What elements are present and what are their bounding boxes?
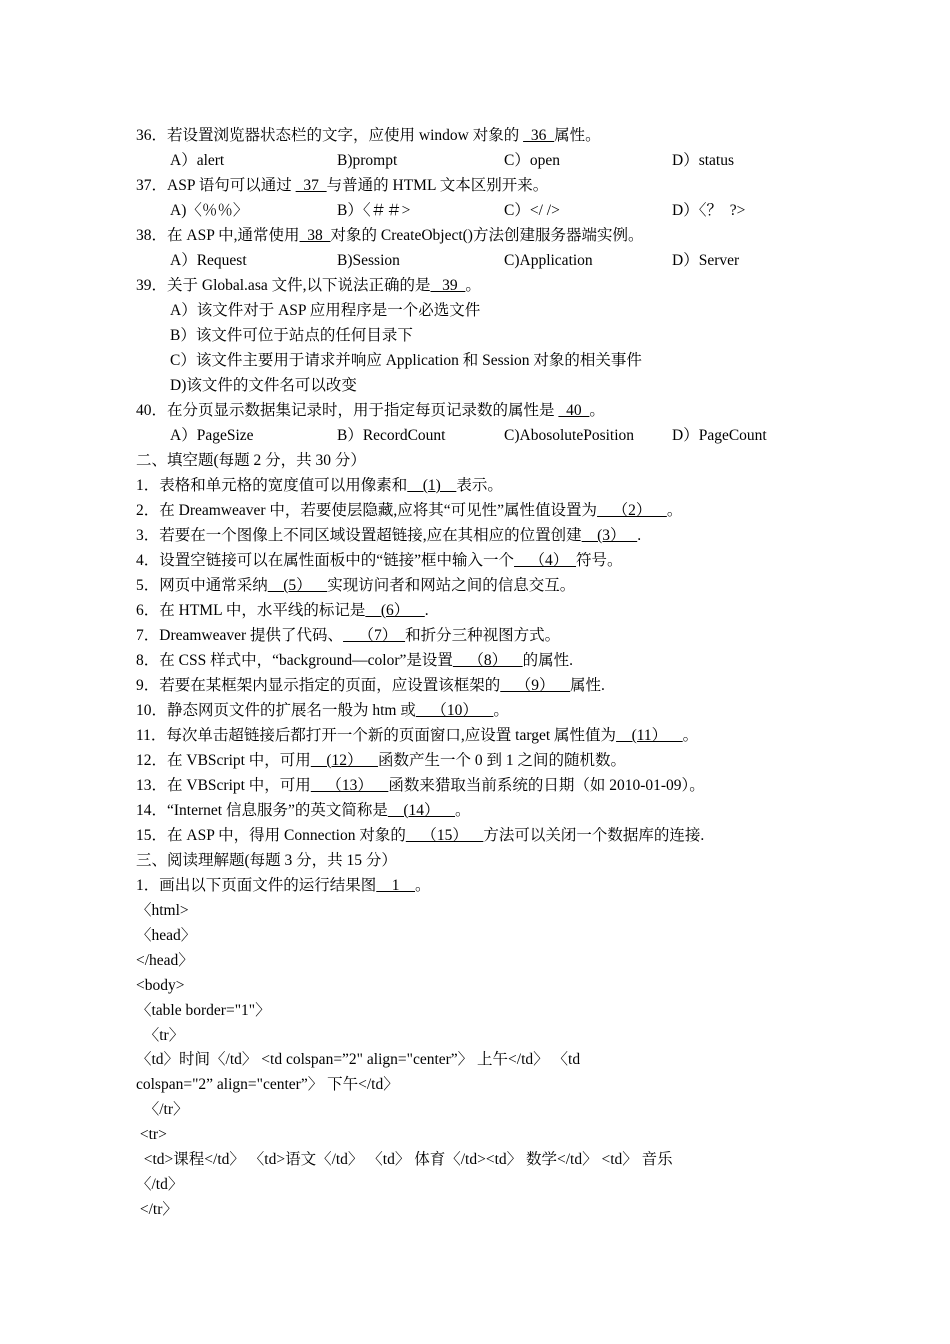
item-text-end: 的属性. <box>522 652 574 669</box>
fill-item-3 <box>136 526 641 546</box>
question-text-end: 。 <box>465 277 481 294</box>
item-text: 4．设置空链接可以在属性面板中的“链接”框中输入一个 <box>136 552 515 569</box>
answer-blank: （2） <box>597 502 667 519</box>
option-a: A）PageSize <box>170 427 254 444</box>
item-text: 2．在 Dreamweaver 中，若要使层隐藏,应将其“可见性”属性值设置为 <box>136 502 598 519</box>
fill-item-12 <box>136 751 626 771</box>
code-line: 〈td〉时间〈/td〉 <td colspan=”2" align="center”〉 上午</td〉 〈td <box>136 1051 581 1068</box>
item-text-end: 。 <box>493 702 509 719</box>
option-a: A）Request <box>170 252 247 269</box>
item-text-end: 实现访问者和网站之间的信息交互。 <box>327 577 576 594</box>
fill-item-6 <box>136 601 429 621</box>
item-text-end: 符号。 <box>576 552 623 569</box>
code-line: 〈table border="1"〉 <box>136 1002 271 1019</box>
fill-item-5 <box>136 576 575 596</box>
item-text-end: . <box>424 602 429 619</box>
code-line: <tr> <box>136 1126 167 1143</box>
answer-blank: (3） <box>581 527 638 544</box>
code-line: </head〉 <box>136 952 194 969</box>
code-line: <body> <box>136 977 185 994</box>
answer-blank: 37 <box>295 177 327 194</box>
choice-a: A）该文件对于 ASP 应用程序是一个必选文件 <box>170 302 481 319</box>
fill-item-2 <box>136 501 682 521</box>
item-text-end: 表示。 <box>456 477 503 494</box>
option-b: B)prompt <box>337 152 398 169</box>
question-text: 40．在分页显示数据集记录时，用于指定每页记录数的属性是 <box>136 402 559 419</box>
item-text: 9．若要在某框架内显示指定的页面，应设置该框架的 <box>136 677 501 694</box>
fill-item-13 <box>136 776 705 796</box>
code-line: <td>课程</td〉 〈td>语文〈/td〉 〈td〉 体育〈/td><td〉 数学</td〉 <td〉 音乐 <box>136 1151 673 1168</box>
item-text-end: 。 <box>682 727 699 744</box>
option-c: C）</ /> <box>504 202 560 219</box>
answer-blank: (5） <box>267 577 328 594</box>
answer-blank: （8） <box>452 652 523 669</box>
item-text: 3．若要在一个图像上不同区域设置超链接,应在其相应的位置创建 <box>136 527 582 544</box>
option-a: A)〈％％〉 <box>170 202 249 219</box>
item-text: 6．在 HTML 中，水平线的标记是 <box>136 602 366 619</box>
item-text: 5．网页中通常采纳 <box>136 577 268 594</box>
question-text-end: 。 <box>589 402 605 419</box>
code-line: 〈html> <box>136 902 189 919</box>
answer-blank: (6） <box>365 602 425 619</box>
item-text: 1．表格和单元格的宽度值可以用像素和 <box>136 477 408 494</box>
answer-blank: (1) <box>407 477 457 494</box>
option-d: D）Server <box>672 252 740 269</box>
option-d: D）status <box>672 152 735 169</box>
code-line: 〈/td〉 <box>136 1176 184 1193</box>
answer-blank: 40 <box>558 402 590 419</box>
code-line: 〈/tr〉 <box>136 1101 189 1118</box>
question-text: 36．若设置浏览器状态栏的文字，应使用 window 对象的 <box>136 127 524 144</box>
fill-item-9 <box>136 676 605 696</box>
answer-blank: （15） <box>405 827 484 844</box>
choice-b: B）该文件可位于站点的任何目录下 <box>170 327 413 344</box>
answer-blank: （7） <box>343 627 406 644</box>
question-38 <box>136 226 643 246</box>
option-d: D）PageCount <box>672 427 767 444</box>
section-2-title: 二、填空题(每题 2 分，共 30 分） <box>136 452 366 469</box>
item-text-end: 函数来猎取当前系统的日期（如 2010-01-09）。 <box>388 777 705 794</box>
answer-blank: （10） <box>415 702 494 719</box>
fill-item-10 <box>136 701 509 721</box>
option-b: B)Session <box>337 252 400 269</box>
reading-question-1 <box>136 876 431 896</box>
option-c: C）open <box>504 152 560 169</box>
answer-blank: （13） <box>310 777 389 794</box>
answer-blank: 39 <box>430 277 466 294</box>
question-text: 39．关于 Global.asa 文件,以下说法正确的是 <box>136 277 431 294</box>
section-3-title: 三、阅读理解题(每题 3 分，共 15 分） <box>136 852 397 869</box>
answer-blank: （9） <box>500 677 571 694</box>
question-36 <box>136 126 601 146</box>
question-40 <box>136 401 605 421</box>
fill-item-14 <box>136 801 471 821</box>
item-text-end: 。 <box>666 502 683 519</box>
question-text-end: 对象的 CreateObject()方法创建服务器端实例。 <box>330 227 644 244</box>
item-text: 8．在 CSS 样式中，“background—color”是设置 <box>136 652 453 669</box>
answer-blank: (11） <box>616 727 683 744</box>
option-c: C)AbosolutePosition <box>504 427 635 444</box>
option-d: D）〈？ ?> <box>672 202 746 219</box>
answer-blank: 1 <box>376 877 416 894</box>
fill-item-8 <box>136 651 573 671</box>
answer-blank: 38 <box>299 227 331 244</box>
item-text: 15．在 ASP 中，得用 Connection 对象的 <box>136 827 406 844</box>
item-text: 10．静态网页文件的扩展名一般为 htm 或 <box>136 702 416 719</box>
item-text-end: 函数产生一个 0 到 1 之间的随机数。 <box>377 752 626 769</box>
option-a: A）alert <box>170 152 225 169</box>
answer-blank: (12） <box>310 752 378 769</box>
fill-item-4 <box>136 551 623 571</box>
item-text-end: 属性. <box>570 677 605 694</box>
answer-blank: 36 <box>523 127 555 144</box>
answer-blank: (14） <box>387 802 456 819</box>
fill-item-15 <box>136 826 704 846</box>
question-37 <box>136 176 548 196</box>
fill-item-11 <box>136 726 698 746</box>
question-text: 1．画出以下页面文件的运行结果图 <box>136 877 377 894</box>
question-text: 37．ASP 语句可以通过 <box>136 177 296 194</box>
answer-blank: （4） <box>514 552 577 569</box>
question-39 <box>136 276 481 296</box>
question-text-end: 。 <box>415 877 431 894</box>
option-b: B）RecordCount <box>337 427 446 444</box>
item-text-end: 。 <box>455 802 471 819</box>
code-line: 〈tr〉 <box>136 1027 185 1044</box>
question-text-end: 与普通的 HTML 文本区别开来。 <box>326 177 549 194</box>
option-c: C)Application <box>504 252 593 269</box>
item-text-end: 和折分三种视图方式。 <box>405 627 561 644</box>
item-text-end: . <box>637 527 642 544</box>
question-text: 38．在 ASP 中,通常使用 <box>136 227 300 244</box>
fill-item-1 <box>136 476 503 496</box>
item-text: 11．每次单击超链接后都打开一个新的页面窗口,应设置 target 属性值为 <box>136 727 617 744</box>
code-line: </tr〉 <box>136 1201 178 1218</box>
code-line: 〈head〉 <box>136 927 197 944</box>
item-text: 14．“Internet 信息服务”的英文简称是 <box>136 802 388 819</box>
item-text: 7．Dreamweaver 提供了代码、 <box>136 627 344 644</box>
item-text: 13．在 VBScript 中，可用 <box>136 777 311 794</box>
item-text-end: 方法可以关闭一个数据库的连接. <box>483 827 705 844</box>
choice-d: D)该文件的文件名可以改变 <box>170 377 357 394</box>
fill-item-7 <box>136 626 560 646</box>
option-b: B）〈＃＃> <box>337 202 411 219</box>
question-text-end: 属性。 <box>554 127 601 144</box>
choice-c: C）该文件主要用于请求并响应 Application 和 Session 对象的相关事件 <box>170 352 642 369</box>
item-text: 12．在 VBScript 中，可用 <box>136 752 311 769</box>
code-line: colspan="2” align="center”〉 下午</td〉 <box>136 1076 399 1093</box>
